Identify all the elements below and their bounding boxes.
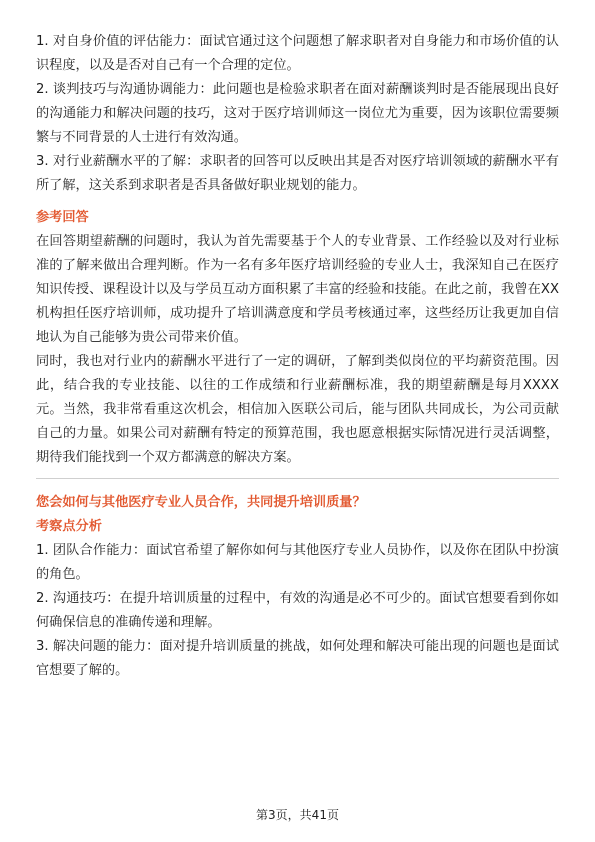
reference-paragraph-2: 同时，我也对行业内的薪酬水平进行了一定的调研，了解到类似岗位的平均薪资范围。因此，结合我的专业技能、以往的工作成绩和行业薪酬标准，我的期望薪酬是每月XXXX元。当然，我非常看重这次机会，相信加入医联公司后，能与团队共同成长，为公司贡献自己的力量。如果公司对薪酬有特定的预算范围，我也愿意根据实际情况进行灵活调整，期待我们能找到一个双方都满意的解决方案。 (36, 354, 559, 465)
analysis-item-3: 3. 对行业薪酬水平的了解：求职者的回答可以反映出其是否对医疗培训领域的薪酬水平有所了解，这关系到求职者是否具备做好职业规划的能力。 (36, 154, 559, 193)
reference-answer-heading: 参考回答 (36, 210, 89, 225)
analysis-item-2: 2. 谈判技巧与沟通协调能力：此问题也是检验求职者在面对薪酬谈判时是否能展现出良好的沟通能力和解决问题的技巧，这对于医疗培训师这一岗位尤为重要，因为该职位需要频繁与不同背景的人士进行有效沟通。 (36, 82, 559, 145)
page-content (36, 30, 559, 683)
question-title: 您会如何与其他医疗专业人员合作，共同提升培训质量？ (36, 495, 366, 510)
analysis-heading: 考察点分析 (36, 519, 102, 534)
question2-item-3: 3. 解决问题的能力：面对提升培训质量的挑战，如何处理和解决可能出现的问题也是面试官想要了解的。 (36, 639, 559, 678)
section-divider (36, 478, 559, 479)
reference-paragraph-1: 在回答期望薪酬的问题时，我认为首先需要基于个人的专业背景、工作经验以及对行业标准的了解来做出合理判断。作为一名有多年医疗培训经验的专业人士，我深知自己在医疗知识传授、课程设计以及与学员互动方面积累了丰富的经验和技能。在此之前，我曾在XX机构担任医疗培训师，成功提升了培训满意度和学员考核通过率，这些经历让我更加自信地认为自己能够为贵公司带来价值。 (36, 234, 559, 345)
page-number: 第3页，共41页 (256, 808, 339, 822)
question2-item-1: 1. 团队合作能力：面试官希望了解你如何与其他医疗专业人员协作，以及你在团队中扮演的角色。 (36, 543, 559, 582)
question2-item-2: 2. 沟通技巧：在提升培训质量的过程中，有效的沟通是必不可少的。面试官想要看到你如何确保信息的准确传递和理解。 (36, 591, 559, 630)
analysis-item-1: 1. 对自身价值的评估能力：面试官通过这个问题想了解求职者对自身能力和市场价值的认识程度，以及是否对自己有一个合理的定位。 (36, 34, 559, 73)
